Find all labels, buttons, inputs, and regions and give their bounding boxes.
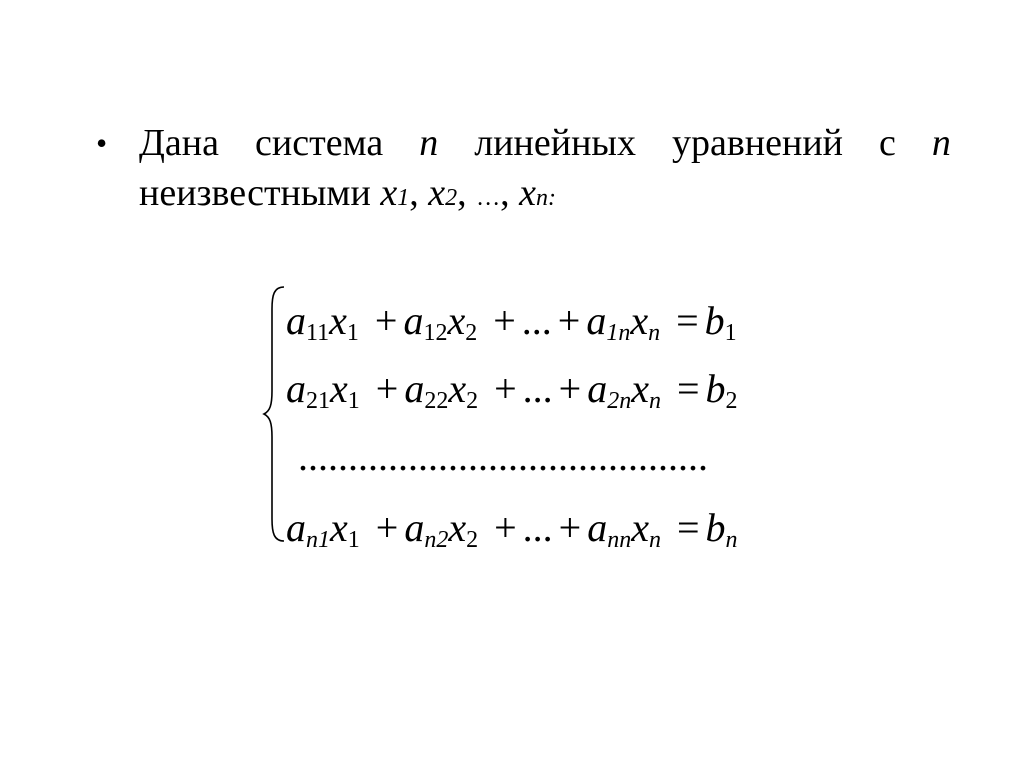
math-symbol: +: [558, 366, 582, 411]
math-symbol: a: [404, 505, 425, 550]
math-symbol: x: [329, 298, 347, 343]
subscript: 2: [466, 388, 479, 414]
math-symbol: +: [374, 298, 398, 343]
math-symbol: x: [631, 505, 649, 550]
var-x-index: 2: [445, 185, 458, 211]
subscript: 2n: [607, 388, 632, 414]
subscript: 2: [725, 388, 738, 414]
comma: ,: [500, 172, 510, 214]
math-symbol: x: [630, 298, 649, 343]
math-symbol: b: [705, 505, 726, 550]
subscript: 21: [306, 388, 330, 414]
comma: ,: [457, 172, 467, 214]
var-x: x: [428, 172, 446, 214]
variable-n: n: [931, 122, 951, 164]
bullet-text: [139, 118, 951, 223]
subscript: n: [648, 388, 661, 414]
subscript: 1: [347, 388, 360, 414]
word: Дана: [139, 122, 219, 164]
math-symbol: x: [448, 366, 467, 411]
math-symbol: b: [704, 298, 725, 343]
math-symbol: +: [375, 505, 399, 550]
equation-system: [262, 285, 802, 553]
bullet-item: [96, 118, 951, 223]
var-x: x: [380, 172, 398, 214]
math-symbol: a: [286, 505, 306, 550]
subscript: 11: [306, 320, 330, 346]
math-symbol: ...: [522, 366, 553, 411]
math-symbol: b: [705, 366, 726, 411]
subscript: n1: [306, 527, 330, 553]
subscript: n: [648, 320, 661, 346]
subscript: 1: [346, 320, 359, 346]
math-symbol: a: [403, 298, 424, 343]
math-symbol: ...: [521, 298, 552, 343]
equation-row: [286, 291, 737, 351]
word: линейных: [474, 122, 636, 164]
math-symbol: +: [493, 298, 516, 343]
subscript: 1: [347, 527, 360, 553]
math-symbol: =: [676, 505, 700, 550]
word: с: [879, 122, 896, 164]
bullet-line-2: [139, 168, 951, 223]
math-symbol: a: [286, 298, 306, 343]
math-symbol: +: [494, 505, 517, 550]
var-x-index: 1: [397, 185, 410, 211]
equation-row: [286, 498, 738, 558]
subscript: 2: [465, 320, 478, 346]
ellipsis-row: .........................................: [298, 434, 708, 479]
subscript: 1n: [606, 320, 631, 346]
math-symbol: ...: [522, 505, 553, 550]
math-symbol: a: [404, 366, 425, 411]
subscript: 1: [724, 320, 737, 346]
math-symbol: a: [586, 298, 607, 343]
math-symbol: =: [676, 366, 700, 411]
subscript: n: [725, 527, 738, 553]
subscript: nn: [607, 527, 632, 553]
math-symbol: x: [448, 505, 467, 550]
math-symbol: x: [631, 366, 649, 411]
subscript: 22: [424, 388, 449, 414]
bullet-line-1: [139, 118, 951, 168]
math-symbol: +: [557, 298, 581, 343]
comma: ,: [409, 172, 419, 214]
subscript: 2: [466, 527, 479, 553]
math-symbol: x: [447, 298, 466, 343]
math-symbol: x: [330, 505, 348, 550]
math-symbol: a: [587, 505, 608, 550]
subscript: n2: [424, 527, 449, 553]
subscript: n: [648, 527, 661, 553]
subscript: 12: [423, 320, 448, 346]
math-symbol: a: [286, 366, 306, 411]
word: неизвестными: [139, 172, 371, 214]
var-x-index: n:: [535, 185, 556, 211]
word: система: [255, 122, 384, 164]
bullet-dot: •: [96, 125, 108, 161]
left-brace: [262, 285, 288, 543]
math-symbol: =: [676, 298, 699, 343]
math-symbol: x: [330, 366, 348, 411]
math-symbol: +: [494, 366, 517, 411]
math-symbol: a: [587, 366, 608, 411]
variable-n: n: [419, 122, 439, 164]
equation-row: [286, 359, 738, 419]
math-symbol: +: [558, 505, 582, 550]
ellipsis: …: [476, 185, 501, 211]
word: уравнений: [671, 122, 844, 164]
math-symbol: +: [375, 366, 399, 411]
var-x: x: [519, 172, 536, 214]
